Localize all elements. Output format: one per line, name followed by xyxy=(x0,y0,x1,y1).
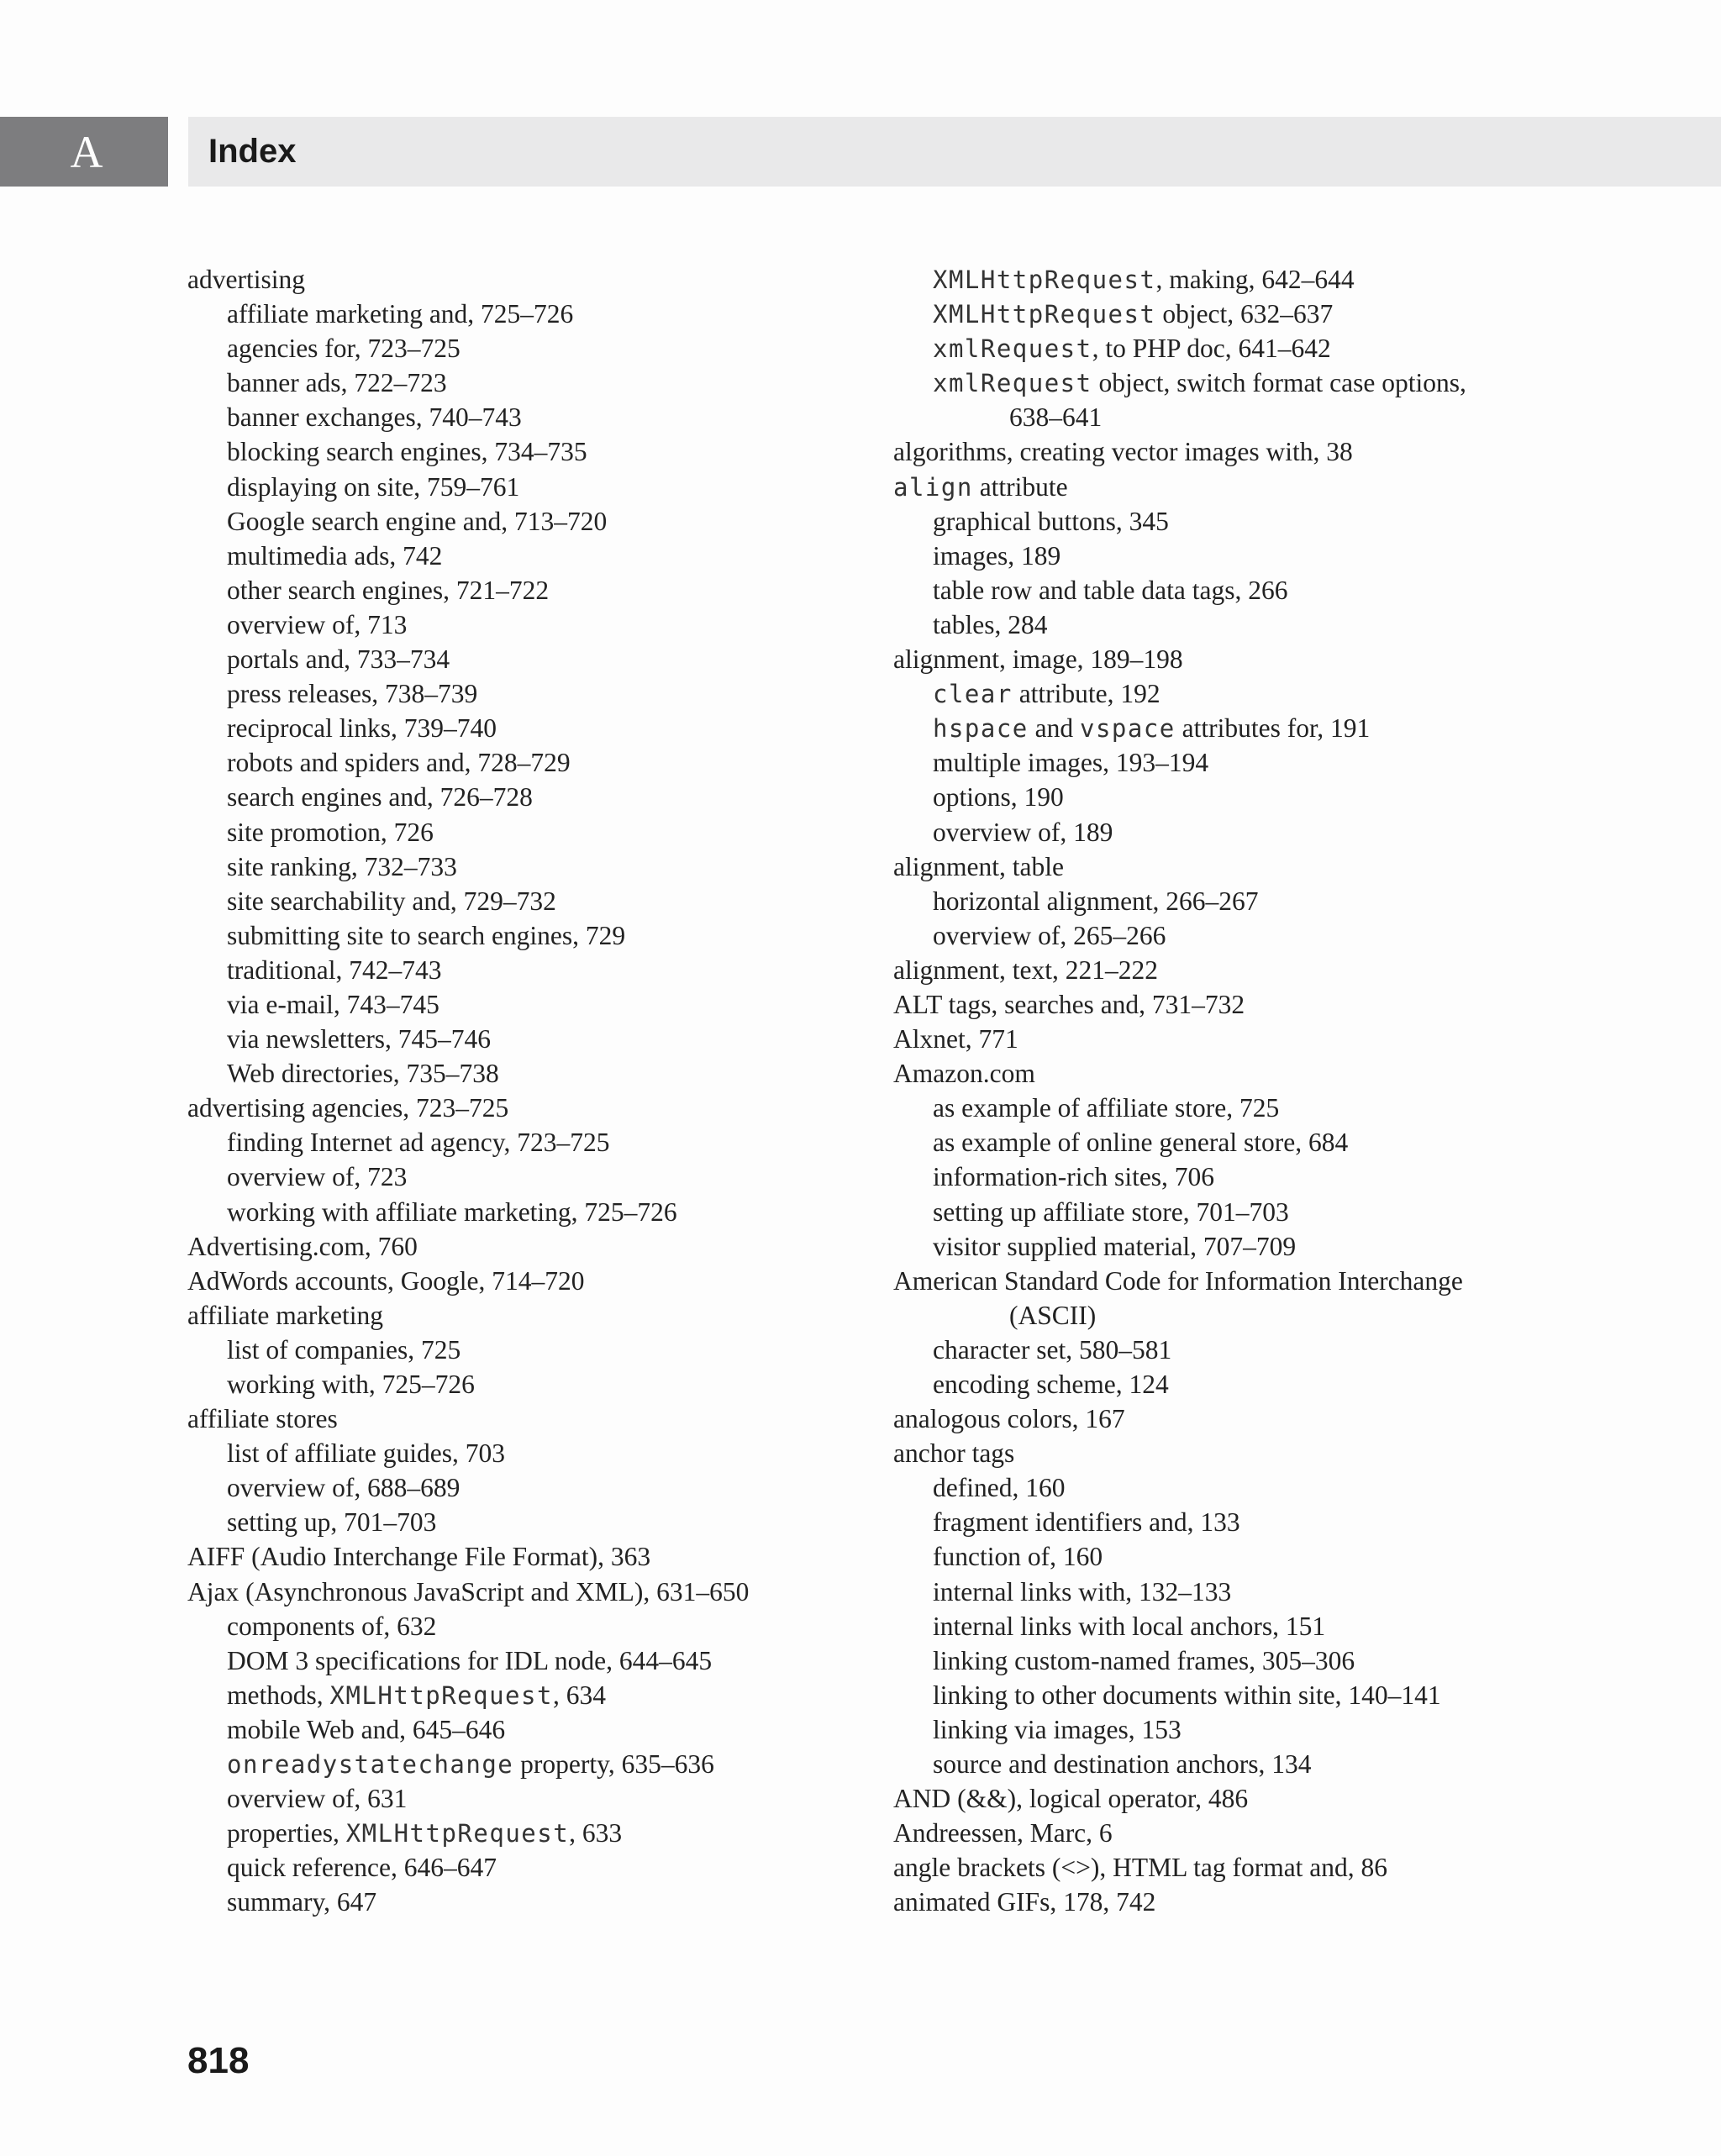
index-subentry xyxy=(187,504,843,539)
entry-text: Amazon.com xyxy=(893,1059,1035,1089)
index-subentry xyxy=(187,539,843,573)
code-term: clear xyxy=(933,680,1013,709)
entry-text: character set, 580–581 xyxy=(933,1334,1172,1365)
entry-text: multiple images, 193–194 xyxy=(933,748,1209,778)
code-term: onreadystatechange xyxy=(227,1750,514,1780)
code-term: XMLHttpRequest xyxy=(345,1819,570,1848)
index-subentry xyxy=(893,1091,1675,1125)
entry-text: methods, xyxy=(227,1680,330,1710)
entry-text: AdWords accounts, Google, 714–720 xyxy=(187,1265,585,1296)
entry-text: banner ads, 722–723 xyxy=(227,368,447,398)
index-subentry xyxy=(187,987,843,1022)
entry-text: analogous colors, 167 xyxy=(893,1404,1125,1434)
entry-text: site promotion, 726 xyxy=(227,817,434,847)
index-subentry xyxy=(187,1781,843,1816)
index-entry xyxy=(893,1781,1675,1816)
entry-text: , to PHP doc, 641–642 xyxy=(1092,334,1331,364)
index-subentry xyxy=(893,1229,1675,1264)
entry-text: defined, 160 xyxy=(933,1473,1066,1503)
entry-text: search engines and, 726–728 xyxy=(227,782,533,812)
entry-text: reciprocal links, 739–740 xyxy=(227,713,497,744)
entry-text: agencies for, 723–725 xyxy=(227,334,461,364)
index-subentry xyxy=(893,676,1675,711)
index-entry xyxy=(187,1229,843,1264)
entry-text: information-rich sites, 706 xyxy=(933,1162,1215,1192)
index-subentry xyxy=(187,1022,843,1056)
index-subentry xyxy=(187,1609,843,1643)
index-subentry xyxy=(187,745,843,780)
index-subentry xyxy=(893,1367,1675,1401)
entry-text: American Standard Code for Information Interchange xyxy=(893,1265,1463,1296)
index-subentry xyxy=(187,607,843,642)
index-subentry xyxy=(187,1470,843,1505)
index-entry xyxy=(893,1401,1675,1436)
index-subentry xyxy=(187,365,843,400)
index-subentry xyxy=(187,849,843,884)
index-subentry xyxy=(893,884,1675,918)
entry-text: overview of, 713 xyxy=(227,609,408,639)
index-subentry xyxy=(187,1160,843,1194)
index-subentry xyxy=(893,1539,1675,1574)
entry-text: function of, 160 xyxy=(933,1542,1103,1572)
index-subentry xyxy=(187,1643,843,1678)
entry-text: via newsletters, 745–746 xyxy=(227,1024,492,1054)
entry-text: images, 189 xyxy=(933,540,1061,571)
entry-text: submitting site to search engines, 729 xyxy=(227,920,626,950)
index-subentry xyxy=(893,815,1675,849)
entry-text: DOM 3 specifications for IDL node, 644–645 xyxy=(227,1645,713,1675)
entry-text: setting up, 701–703 xyxy=(227,1507,437,1538)
entry-text: table row and table data tags, 266 xyxy=(933,575,1288,605)
index-subentry xyxy=(187,815,843,849)
entry-text: multimedia ads, 742 xyxy=(227,540,443,571)
index-subentry xyxy=(187,676,843,711)
index-column-left xyxy=(187,262,843,1920)
entry-text: angle brackets (<>), HTML tag format and, 86 xyxy=(893,1853,1388,1883)
index-subentry xyxy=(893,331,1675,365)
code-term: align xyxy=(893,472,973,502)
entry-text: alignment, table xyxy=(893,851,1064,881)
index-subentry xyxy=(187,918,843,953)
index-subentry xyxy=(893,262,1675,297)
entry-text: quick reference, 646–647 xyxy=(227,1853,497,1883)
page-title: Index xyxy=(208,133,297,170)
code-term: vspace xyxy=(1080,714,1176,744)
entry-text: press releases, 738–739 xyxy=(227,679,478,709)
index-subentry xyxy=(187,1436,843,1470)
index-entry xyxy=(893,1436,1675,1470)
entry-text: traditional, 742–743 xyxy=(227,954,442,985)
index-subentry xyxy=(187,1195,843,1229)
entry-text: 638–641 xyxy=(1009,402,1103,433)
index-entry xyxy=(893,470,1675,504)
index-subentry xyxy=(893,780,1675,814)
entry-text: setting up affiliate store, 701–703 xyxy=(933,1196,1289,1227)
entry-text: mobile Web and, 645–646 xyxy=(227,1714,506,1744)
entry-text: as example of affiliate store, 725 xyxy=(933,1093,1280,1123)
entry-text: portals and, 733–734 xyxy=(227,644,450,675)
entry-text: working with, 725–726 xyxy=(227,1370,475,1399)
entry-text: as example of online general store, 684 xyxy=(933,1128,1349,1158)
index-subentry xyxy=(893,1195,1675,1229)
entry-text: robots and spiders and, 728–729 xyxy=(227,748,571,778)
index-subentry xyxy=(187,434,843,469)
entry-text: via e-mail, 743–745 xyxy=(227,989,439,1019)
entry-text: overview of, 688–689 xyxy=(227,1473,461,1503)
entry-text: , 634 xyxy=(552,1680,606,1710)
index-subentry xyxy=(893,1712,1675,1747)
index-subentry xyxy=(893,504,1675,539)
index-subentry xyxy=(187,1816,843,1850)
index-subentry xyxy=(187,642,843,676)
entry-text: linking to other documents within site, 140–141 xyxy=(933,1680,1441,1710)
index-entry xyxy=(187,1539,843,1574)
entry-text: working with affiliate marketing, 725–726 xyxy=(227,1196,677,1227)
entry-text: overview of, 631 xyxy=(227,1784,408,1814)
page-number: 818 xyxy=(187,2040,250,2081)
entry-text: Web directories, 735–738 xyxy=(227,1059,499,1089)
code-term: XMLHttpRequest xyxy=(329,1680,553,1710)
index-subentry xyxy=(893,1125,1675,1160)
index-subentry xyxy=(187,400,843,434)
index-subentry xyxy=(893,711,1675,745)
entry-text: affiliate stores xyxy=(187,1404,338,1434)
index-entry xyxy=(187,1091,843,1125)
index-subentry xyxy=(187,711,843,745)
entry-text: overview of, 189 xyxy=(933,817,1113,847)
code-term: xmlRequest xyxy=(933,334,1092,364)
index-subentry xyxy=(187,780,843,814)
entry-text: properties, xyxy=(227,1818,346,1848)
index-entry xyxy=(893,1056,1675,1091)
index-subentry xyxy=(893,1333,1675,1367)
index-subentry xyxy=(187,1505,843,1539)
entry-text: displaying on site, 759–761 xyxy=(227,471,520,502)
code-term: XMLHttpRequest xyxy=(933,266,1156,294)
index-subentry xyxy=(187,1367,843,1401)
index-subentry xyxy=(187,953,843,987)
entry-text: ALT tags, searches and, 731–732 xyxy=(893,989,1245,1019)
index-entry xyxy=(187,1298,843,1333)
index-entry xyxy=(893,987,1675,1022)
entry-text: property, 635–636 xyxy=(513,1749,714,1780)
index-subentry xyxy=(187,1712,843,1747)
entry-text: affiliate marketing and, 725–726 xyxy=(227,299,574,329)
index-subentry xyxy=(893,1470,1675,1505)
entry-text: attribute xyxy=(972,471,1068,502)
index-subentry xyxy=(893,1160,1675,1194)
entry-text: attribute, 192 xyxy=(1012,679,1160,709)
index-subentry xyxy=(187,1125,843,1160)
index-entry xyxy=(893,434,1675,469)
entry-text: blocking search engines, 734–735 xyxy=(227,437,587,467)
index-entry xyxy=(893,1850,1675,1885)
entry-text: anchor tags xyxy=(893,1438,1015,1469)
index-entry xyxy=(893,1885,1675,1919)
entry-text: banner exchanges, 740–743 xyxy=(227,402,522,433)
index-column-right xyxy=(893,262,1675,1920)
entry-text: , 633 xyxy=(569,1818,623,1848)
index-subentry xyxy=(893,1505,1675,1539)
entry-text: graphical buttons, 345 xyxy=(933,506,1169,536)
entry-text: alignment, image, 189–198 xyxy=(893,644,1183,675)
index-subentry xyxy=(893,607,1675,642)
entry-text: Advertising.com, 760 xyxy=(187,1231,418,1261)
entry-text: and xyxy=(1028,713,1080,744)
index-subentry xyxy=(893,1678,1675,1712)
entry-text: encoding scheme, 124 xyxy=(933,1370,1169,1399)
code-term: XMLHttpRequest xyxy=(933,300,1156,329)
index-subentry xyxy=(893,1575,1675,1609)
entry-text: advertising agencies, 723–725 xyxy=(187,1093,509,1123)
index-subentry xyxy=(893,745,1675,780)
entry-text: summary, 647 xyxy=(227,1887,377,1917)
entry-text: (ASCII) xyxy=(1009,1300,1097,1330)
index-subentry xyxy=(893,365,1675,400)
entry-text: object, 632–637 xyxy=(1155,299,1334,329)
entry-text: attributes for, 191 xyxy=(1175,713,1371,744)
index-subentry xyxy=(187,1885,843,1919)
index-subentry xyxy=(187,331,843,365)
index-entry xyxy=(187,1575,843,1609)
entry-text: internal links with local anchors, 151 xyxy=(933,1611,1326,1641)
entry-text: linking via images, 153 xyxy=(933,1714,1182,1744)
entry-text: overview of, 723 xyxy=(227,1162,408,1192)
index-subentry xyxy=(893,1643,1675,1678)
entry-text: Google search engine and, 713–720 xyxy=(227,506,608,536)
index-subentry xyxy=(893,1298,1675,1333)
entry-text: algorithms, creating vector images with, 38 xyxy=(893,437,1353,467)
appendix-tab xyxy=(0,117,168,187)
index-subentry xyxy=(893,1609,1675,1643)
appendix-letter: A xyxy=(70,126,103,177)
index-subentry xyxy=(893,918,1675,953)
index-subentry xyxy=(187,573,843,607)
entry-text: linking custom-named frames, 305–306 xyxy=(933,1645,1355,1675)
entry-text: affiliate marketing xyxy=(187,1300,383,1330)
entry-text: finding Internet ad agency, 723–725 xyxy=(227,1128,610,1158)
index-entry xyxy=(893,849,1675,884)
code-term: hspace xyxy=(933,714,1029,744)
entry-text: source and destination anchors, 134 xyxy=(933,1749,1312,1780)
index-entry xyxy=(893,1816,1675,1850)
index-subentry xyxy=(187,297,843,331)
index-subentry xyxy=(893,400,1675,434)
entry-text: other search engines, 721–722 xyxy=(227,575,550,605)
entry-text: list of companies, 725 xyxy=(227,1334,461,1365)
index-subentry xyxy=(187,1678,843,1712)
entry-text: Andreessen, Marc, 6 xyxy=(893,1818,1113,1848)
entry-text: tables, 284 xyxy=(933,609,1048,639)
index-subentry xyxy=(187,1056,843,1091)
entry-text: AND (&&), logical operator, 486 xyxy=(893,1784,1249,1814)
index-entry xyxy=(187,1264,843,1298)
index-entry xyxy=(893,642,1675,676)
index-entry xyxy=(187,262,843,297)
entry-text: object, switch format case options, xyxy=(1092,368,1466,398)
index-subentry xyxy=(187,1850,843,1885)
entry-text: alignment, text, 221–222 xyxy=(893,954,1158,985)
index-entry xyxy=(893,1022,1675,1056)
entry-text: site searchability and, 729–732 xyxy=(227,886,556,916)
entry-text: , making, 642–644 xyxy=(1155,265,1355,294)
entry-text: list of affiliate guides, 703 xyxy=(227,1438,505,1469)
entry-text: horizontal alignment, 266–267 xyxy=(933,886,1259,916)
index-subentry xyxy=(187,884,843,918)
entry-text: Alxnet, 771 xyxy=(893,1024,1018,1054)
entry-text: visitor supplied material, 707–709 xyxy=(933,1231,1297,1261)
index-subentry xyxy=(187,1333,843,1367)
index-entry xyxy=(187,1401,843,1436)
entry-text: options, 190 xyxy=(933,782,1064,812)
index-entry xyxy=(893,953,1675,987)
entry-text: fragment identifiers and, 133 xyxy=(933,1507,1240,1538)
index-subentry xyxy=(893,539,1675,573)
index-subentry xyxy=(893,573,1675,607)
code-term: xmlRequest xyxy=(933,369,1092,398)
entry-text: site ranking, 732–733 xyxy=(227,851,457,881)
index-subentry xyxy=(893,297,1675,331)
running-header xyxy=(188,117,1721,187)
entry-text: AIFF (Audio Interchange File Format), 363 xyxy=(187,1542,651,1572)
entry-text: components of, 632 xyxy=(227,1611,437,1641)
entry-text: internal links with, 132–133 xyxy=(933,1576,1232,1606)
index-entry xyxy=(893,1264,1675,1298)
index-subentry xyxy=(893,1747,1675,1781)
entry-text: Ajax (Asynchronous JavaScript and XML), 631–650 xyxy=(187,1576,750,1606)
index-subentry xyxy=(187,470,843,504)
index-subentry xyxy=(187,1747,843,1781)
entry-text: overview of, 265–266 xyxy=(933,920,1166,950)
entry-text: advertising xyxy=(187,265,305,294)
entry-text: animated GIFs, 178, 742 xyxy=(893,1887,1156,1917)
